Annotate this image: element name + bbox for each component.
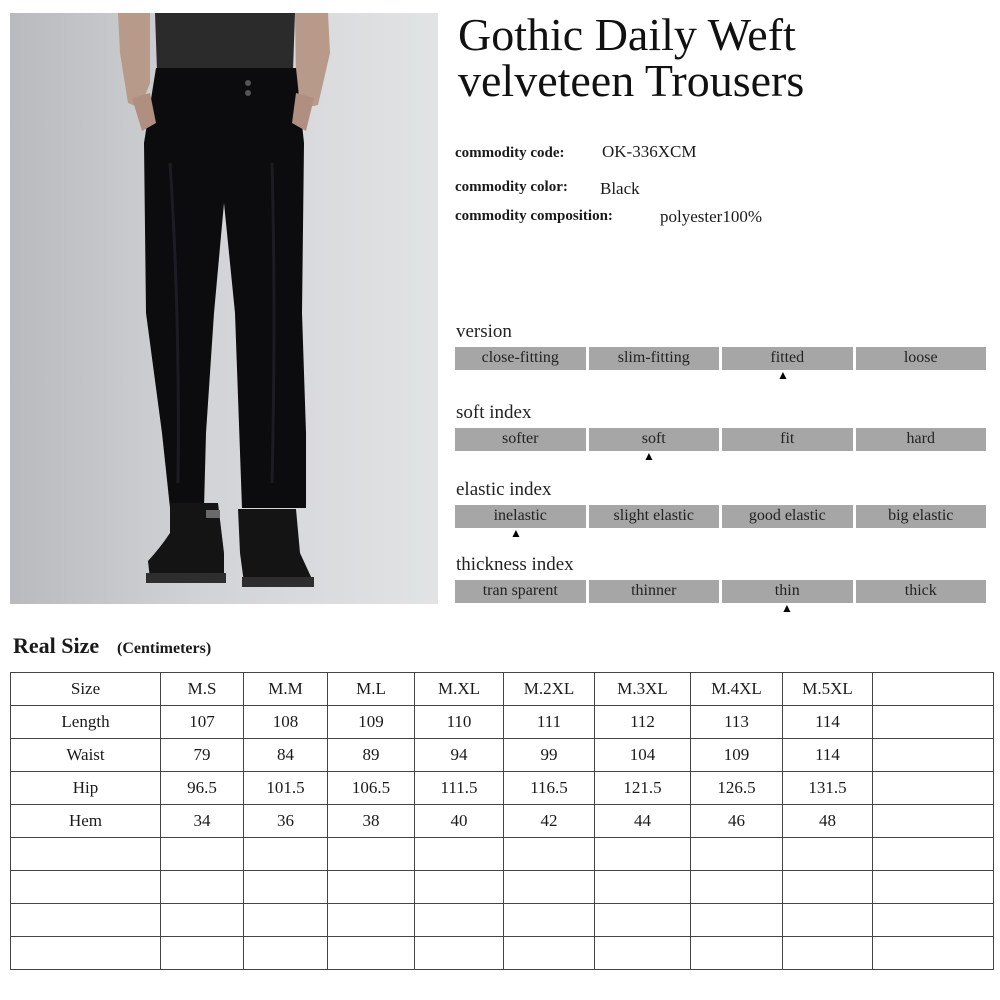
table-cell: 113 (691, 706, 783, 739)
elastic-index-option: good elastic (722, 505, 853, 528)
soft-index-option: hard (856, 428, 987, 451)
table-row (11, 772, 994, 805)
thickness-index-scale (455, 580, 986, 603)
soft-index-option: soft (589, 428, 720, 451)
table-cell: 42 (504, 805, 595, 838)
table-cell: 116.5 (504, 772, 595, 805)
table-cell: 36 (244, 805, 328, 838)
version-option: fitted (722, 347, 853, 370)
table-cell: Hip (11, 772, 161, 805)
table-cell: 114 (783, 739, 873, 772)
commodity-code-value: OK-336XCM (602, 142, 697, 161)
table-cell: 112 (595, 706, 691, 739)
product-title-line2: velveteen Trousers (458, 55, 805, 106)
table-cell: 96.5 (161, 772, 244, 805)
table-cell: 89 (328, 739, 415, 772)
table-header-cell: M.4XL (691, 673, 783, 706)
table-cell: 46 (691, 805, 783, 838)
table-cell: 38 (328, 805, 415, 838)
thickness-index-label: thickness index (456, 554, 574, 575)
table-cell: 111 (504, 706, 595, 739)
thickness-index-option: thick (856, 580, 987, 603)
soft-index-option: fit (722, 428, 853, 451)
table-header-cell: M.3XL (595, 673, 691, 706)
elastic-index-selected-marker-icon: ▲ (510, 526, 522, 540)
table-cell (873, 805, 994, 838)
table-header-cell: M.S (161, 673, 244, 706)
table-cell: 110 (415, 706, 504, 739)
table-row (11, 838, 994, 871)
size-table-title: Real Size (13, 633, 100, 658)
table-cell: Length (11, 706, 161, 739)
trousers-model-illustration (10, 13, 438, 604)
table-cell (873, 739, 994, 772)
commodity-color-label: commodity color: (455, 179, 568, 195)
soft-index-option: softer (455, 428, 586, 451)
table-cell: 34 (161, 805, 244, 838)
table-cell: 48 (783, 805, 873, 838)
thickness-index-option: thinner (589, 580, 720, 603)
soft-index-label: soft index (456, 402, 532, 423)
table-cell: Hem (11, 805, 161, 838)
table-cell: 108 (244, 706, 328, 739)
table-cell: 131.5 (783, 772, 873, 805)
table-cell (873, 706, 994, 739)
soft-index-selected-marker-icon: ▲ (643, 449, 655, 463)
table-header-cell: M.XL (415, 673, 504, 706)
version-option: close-fitting (455, 347, 586, 370)
size-table-unit: (Centimeters) (117, 640, 212, 657)
version-option: slim-fitting (589, 347, 720, 370)
table-header-cell: M.M (244, 673, 328, 706)
table-cell: 109 (328, 706, 415, 739)
table-cell: 126.5 (691, 772, 783, 805)
thickness-index-option: thin (722, 580, 853, 603)
table-cell: 101.5 (244, 772, 328, 805)
table-header-cell: M.5XL (783, 673, 873, 706)
table-cell: 107 (161, 706, 244, 739)
table-cell: 99 (504, 739, 595, 772)
table-cell (873, 772, 994, 805)
product-title (458, 9, 988, 106)
table-header-cell (873, 673, 994, 706)
size-table-header-row (11, 673, 994, 706)
table-cell: 44 (595, 805, 691, 838)
table-row (11, 739, 994, 772)
version-option: loose (856, 347, 987, 370)
table-header-cell: M.2XL (504, 673, 595, 706)
elastic-index-scale (455, 505, 986, 528)
elastic-index-option: inelastic (455, 505, 586, 528)
commodity-composition-label: commodity composition: (455, 208, 613, 224)
table-cell: Waist (11, 739, 161, 772)
table-row (11, 871, 994, 904)
commodity-color-value: Black (600, 179, 640, 198)
version-label: version (456, 321, 512, 342)
commodity-code-label: commodity code: (455, 145, 565, 161)
elastic-index-option: slight elastic (589, 505, 720, 528)
table-row (11, 706, 994, 739)
table-cell: 104 (595, 739, 691, 772)
table-header-cell: M.L (328, 673, 415, 706)
thickness-index-option: tran sparent (455, 580, 586, 603)
product-title-line1: Gothic Daily Weft (458, 9, 796, 60)
table-cell: 79 (161, 739, 244, 772)
elastic-index-option: big elastic (856, 505, 987, 528)
table-cell: 121.5 (595, 772, 691, 805)
commodity-composition-value: polyester100% (660, 207, 762, 226)
size-table (10, 672, 994, 970)
product-photo (10, 13, 438, 604)
table-row (11, 805, 994, 838)
table-cell: 106.5 (328, 772, 415, 805)
version-scale (455, 347, 986, 370)
soft-index-scale (455, 428, 986, 451)
table-cell: 94 (415, 739, 504, 772)
table-cell: 114 (783, 706, 873, 739)
thickness-index-selected-marker-icon: ▲ (781, 601, 793, 615)
table-cell: 84 (244, 739, 328, 772)
table-cell: 109 (691, 739, 783, 772)
table-row (11, 937, 994, 970)
version-selected-marker-icon: ▲ (777, 368, 789, 382)
elastic-index-label: elastic index (456, 479, 552, 500)
table-header-cell: Size (11, 673, 161, 706)
table-cell: 111.5 (415, 772, 504, 805)
table-cell: 40 (415, 805, 504, 838)
table-row (11, 904, 994, 937)
